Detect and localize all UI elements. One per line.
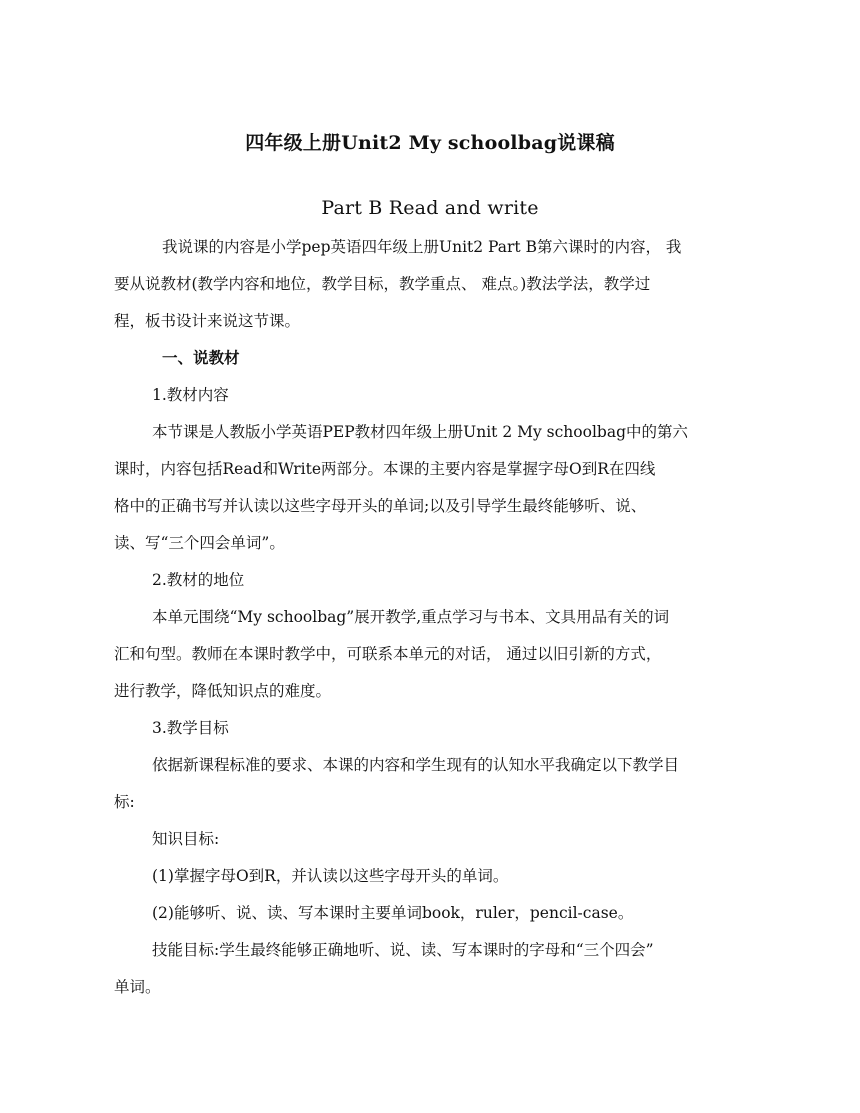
paragraph-line: 程，板书设计来说这节课。 [114, 312, 301, 330]
paragraph-line: 单词。 [114, 978, 161, 996]
paragraph-line: 我说课的内容是小学pep英语四年级上册Unit2 Part B第六课时的内容， 我 [162, 238, 682, 256]
paragraph-line: 课时，内容包括Read和Write两部分。本课的主要内容是掌握字母O到R在四线 [114, 460, 656, 478]
paragraph-line: 依据新课程标准的要求、本课的内容和学生现有的认知水平我确定以下教学目 [152, 756, 680, 774]
section-heading: 一、说教材 [162, 348, 240, 367]
document-title: 四年级上册Unit2 My schoolbag说课稿 [245, 132, 615, 154]
subsection-heading: 1.教材内容 [152, 386, 229, 404]
subsection-heading: 3.教学目标 [152, 719, 229, 737]
paragraph-line: 技能目标:学生最终能够正确地听、说、读、写本课时的字母和“三个四会” [152, 941, 654, 959]
document-subtitle: Part B Read and write [321, 197, 539, 219]
subsection-heading: 2.教材的地位 [152, 571, 245, 589]
paragraph-line: 进行教学，降低知识点的难度。 [114, 682, 332, 700]
paragraph-line: (1)掌握字母O到R，并认读以这些字母开头的单词。 [152, 867, 509, 885]
paragraph-line: 汇和句型。教师在本课时教学中，可联系本单元的对话， 通过以旧引新的方式， [114, 645, 662, 663]
paragraph-line: 知识目标: [152, 830, 220, 848]
paragraph-line: 格中的正确书写并认读以这些字母开头的单词;以及引导学生最终能够听、说、 [114, 497, 647, 515]
paragraph-line: (2)能够听、说、读、写本课时主要单词book，ruler，pencil-case。 [152, 904, 634, 922]
paragraph-line: 读、写“三个四会单词”。 [114, 534, 285, 552]
paragraph-line: 标: [114, 793, 135, 811]
paragraph-line: 要从说教材(教学内容和地位，教学目标，教学重点、 难点。)教法学法，教学过 [114, 275, 651, 293]
paragraph-line: 本单元围绕“My schoolbag”展开教学,重点学习与书本、文具用品有关的词 [152, 608, 670, 626]
paragraph-line: 本节课是人教版小学英语PEP教材四年级上册Unit 2 My schoolbag中的第六 [152, 423, 689, 441]
